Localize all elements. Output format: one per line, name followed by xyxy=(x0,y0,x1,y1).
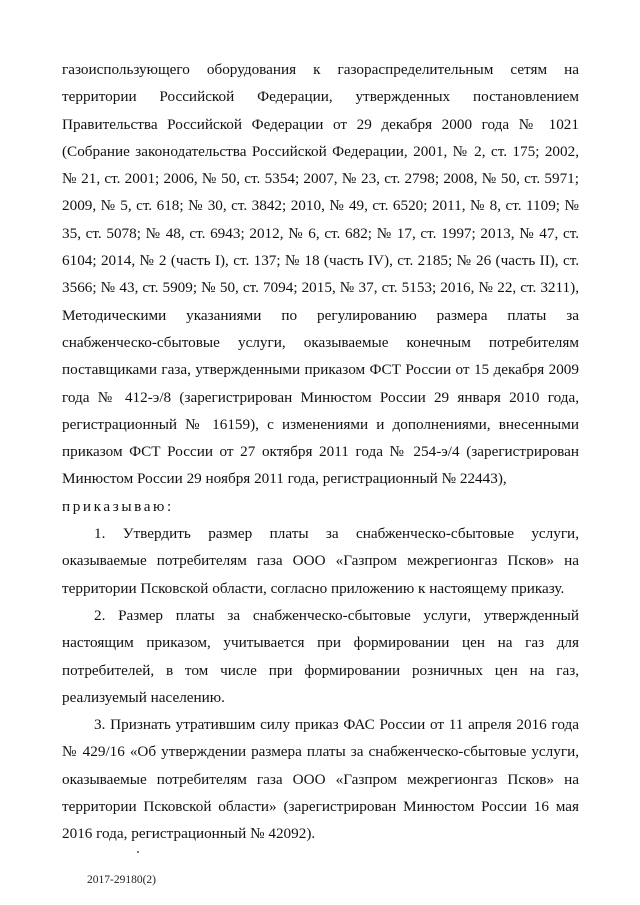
document-body xyxy=(62,56,579,848)
document-code: 2017-29180(2) xyxy=(87,874,156,886)
order-item-2: 2. Размер платы за снабженческо-сбытовые услуги, утвержденный настоящим приказом, учитывается при формировании цен на газ для потребителей, в том числе при формировании розничных цен на газ, реализуемый населению. xyxy=(62,606,579,706)
order-item-3: 3. Признать утратившим силу приказ ФАС России от 11 апреля 2016 года № 429/16 «Об утверждении размера платы за снабженческо-сбытовые услуги, оказываемые потребителям газа ООО «Газпром межрегионгаз Псков» на территории Псковской области» (зарегистрирован Минюстом России 16 мая 2016 года, регистрационный № 42092). xyxy=(62,716,579,843)
scan-speck xyxy=(137,851,139,853)
order-item-1: 1. Утвердить размер платы за снабженческо-сбытовые услуги, оказываемые потребителям газа ООО «Газпром межрегионгаз Псков» на территории Псковской области, согласно приложению к настоящему приказу. xyxy=(62,525,579,597)
legal-basis-paragraph: газоиспользующего оборудования к газораспределительным сетям на территории Российской Федерации, утвержденных постановлением Правительства Российской Федерации от 29 декабря 2000 года № 1021 (Собрание законодательства Российской Федерации, 2001, № 2, ст. 175; 2002, № 21, ст. 2001; 2006, № 50, ст. 5354; 2007, № 23, ст. 2798; 2008, № 50, ст. 5971; 2009, № 5, ст. 618; № 30, ст. 3842; 2010, № 49, ст. 6520; 2011, № 8, ст. 1109; № 35, ст. 5078; № 48, ст. 6943; 2012, № 6, ст. 682; № 17, ст. 1997; 2013, № 47, ст. 6104; 2014, № 2 (часть I), ст. 137; № 18 (часть IV), ст. 2185; № 26 (часть II), ст. 3566; № 43, ст. 5909; № 50, ст. 7094; 2015, № 37, ст. 5153; 2016, № 22, ст. 3211), Методическими указаниями по регулированию размера платы за снабженческо-сбытовые услуги, оказываемые конечным потребителям поставщиками газа, утвержденными приказом ФСТ России от 15 декабря 2009 года № 412-э/8 (зарегистрирован Минюстом России 29 января 2010 года, регистрационный № 16159), с изменениями и дополнениями, внесенными приказом ФСТ России от 27 октября 2011 года № 254-э/4 (зарегистрирован Минюстом России 29 ноября 2011 года, регистрационный № 22443), xyxy=(62,61,579,488)
order-keyword: приказываю: xyxy=(62,497,174,515)
